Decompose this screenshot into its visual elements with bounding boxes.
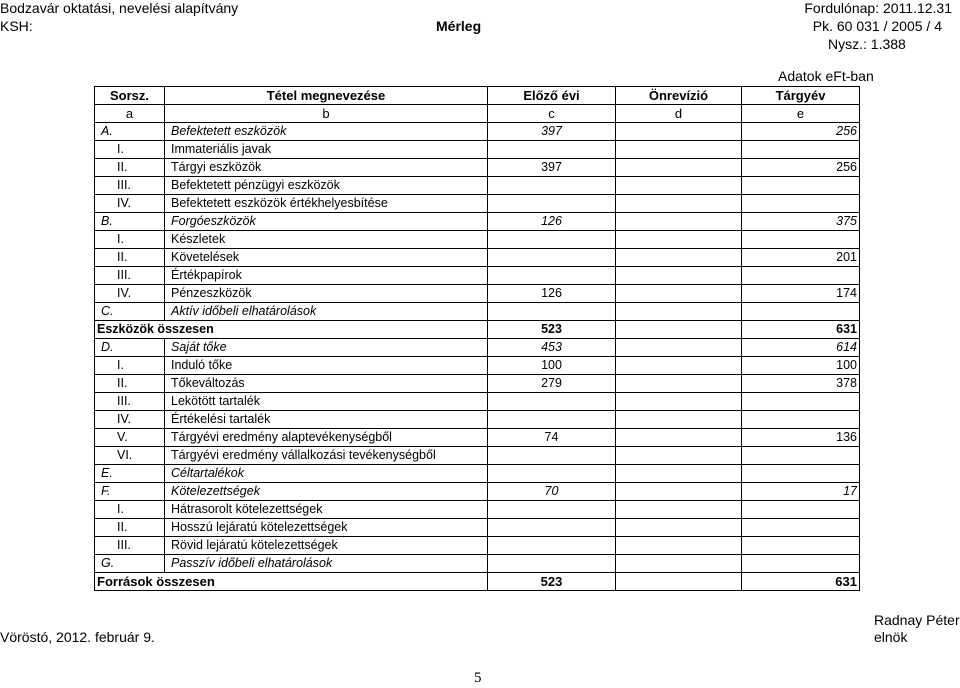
ksh-label: KSH: <box>0 18 33 34</box>
registry-number: Nysz.: 1.388 <box>828 36 906 52</box>
self-revision-value <box>616 303 742 321</box>
self-revision-value <box>616 177 742 195</box>
previous-year-value: 523 <box>488 573 616 591</box>
row-index: IV. <box>95 195 165 213</box>
previous-year-value: 453 <box>488 339 616 357</box>
column-header-item-name: Tétel megnevezése <box>165 87 488 105</box>
organization-name: Bodzavár oktatási, nevelési alapítvány <box>0 0 239 16</box>
self-revision-value <box>616 321 742 339</box>
balance-sheet-rows <box>95 123 860 591</box>
row-item-name: Készletek <box>165 231 488 249</box>
table-row <box>95 141 860 159</box>
column-letter-row <box>95 105 860 123</box>
row-item-name: Követelések <box>165 249 488 267</box>
table-row <box>95 393 860 411</box>
table-row <box>95 483 860 501</box>
row-item-name: Induló tőke <box>165 357 488 375</box>
self-revision-value <box>616 537 742 555</box>
column-letter: a <box>95 105 165 123</box>
row-index: I. <box>95 141 165 159</box>
row-item-name: Forgóeszközök <box>165 213 488 231</box>
previous-year-value <box>488 195 616 213</box>
previous-year-value: 397 <box>488 159 616 177</box>
self-revision-value <box>616 357 742 375</box>
self-revision-value <box>616 429 742 447</box>
table-row <box>95 303 860 321</box>
previous-year-value <box>488 537 616 555</box>
self-revision-value <box>616 231 742 249</box>
self-revision-value <box>616 555 742 573</box>
self-revision-value <box>616 249 742 267</box>
table-row <box>95 123 860 141</box>
row-item-name: Aktív időbeli elhatárolások <box>165 303 488 321</box>
previous-year-value: 279 <box>488 375 616 393</box>
current-year-value <box>742 555 860 573</box>
previous-year-value <box>488 231 616 249</box>
self-revision-value <box>616 339 742 357</box>
self-revision-value <box>616 123 742 141</box>
self-revision-value <box>616 501 742 519</box>
current-year-value <box>742 537 860 555</box>
row-item-name: Lekötött tartalék <box>165 393 488 411</box>
previous-year-value: 523 <box>488 321 616 339</box>
row-item-name: Hosszú lejáratú kötelezettségek <box>165 519 488 537</box>
row-index: II. <box>95 249 165 267</box>
current-year-value <box>742 501 860 519</box>
row-index: V. <box>95 429 165 447</box>
self-revision-value <box>616 519 742 537</box>
row-item-name: Tőkeváltozás <box>165 375 488 393</box>
row-index: VI. <box>95 447 165 465</box>
row-item-name: Tárgyévi eredmény vállalkozási tevékenységből <box>165 447 488 465</box>
row-item-name: Befektetett eszközök értékhelyesbítése <box>165 195 488 213</box>
row-index: F. <box>95 483 165 501</box>
previous-year-value: 126 <box>488 213 616 231</box>
previous-year-value <box>488 303 616 321</box>
table-row <box>95 519 860 537</box>
row-item-name: Értékpapírok <box>165 267 488 285</box>
row-index: III. <box>95 177 165 195</box>
current-year-value <box>742 195 860 213</box>
column-letter: b <box>165 105 488 123</box>
current-year-value: 100 <box>742 357 860 375</box>
table-row <box>95 537 860 555</box>
table-row <box>95 267 860 285</box>
previous-year-value: 100 <box>488 357 616 375</box>
row-item-name: Rövid lejáratú kötelezettségek <box>165 537 488 555</box>
total-label: Források összesen <box>95 573 488 591</box>
previous-year-value: 397 <box>488 123 616 141</box>
self-revision-value <box>616 285 742 303</box>
unit-note: Adatok eFt-ban <box>778 68 874 84</box>
place-and-date: Vöröstó, 2012. február 9. <box>0 629 155 645</box>
self-revision-value <box>616 573 742 591</box>
previous-year-value: 74 <box>488 429 616 447</box>
row-item-name: Hátrasorolt kötelezettségek <box>165 501 488 519</box>
column-letter: d <box>616 105 742 123</box>
column-header-row <box>95 87 860 105</box>
row-index: II. <box>95 519 165 537</box>
current-year-value: 136 <box>742 429 860 447</box>
signer-title: elnök <box>874 629 908 645</box>
row-index: I. <box>95 357 165 375</box>
row-item-name: Saját tőke <box>165 339 488 357</box>
current-year-value <box>742 267 860 285</box>
row-item-name: Értékelési tartalék <box>165 411 488 429</box>
court-registration-number: Pk. 60 031 / 2005 / 4 <box>812 18 942 34</box>
column-header-index: Sorsz. <box>95 87 165 105</box>
previous-year-value <box>488 465 616 483</box>
self-revision-value <box>616 159 742 177</box>
current-year-value: 174 <box>742 285 860 303</box>
current-year-value <box>742 303 860 321</box>
table-row <box>95 249 860 267</box>
self-revision-value <box>616 411 742 429</box>
current-year-value: 256 <box>742 123 860 141</box>
previous-year-value <box>488 411 616 429</box>
table-row <box>95 429 860 447</box>
previous-year-value: 70 <box>488 483 616 501</box>
self-revision-value <box>616 195 742 213</box>
previous-year-value <box>488 249 616 267</box>
previous-year-value <box>488 555 616 573</box>
row-index: III. <box>95 537 165 555</box>
table-row <box>95 339 860 357</box>
table-row <box>95 375 860 393</box>
table-row <box>95 573 860 591</box>
table-row <box>95 213 860 231</box>
current-year-value <box>742 393 860 411</box>
row-index: II. <box>95 159 165 177</box>
row-item-name: Céltartalékok <box>165 465 488 483</box>
current-year-value: 201 <box>742 249 860 267</box>
self-revision-value <box>616 465 742 483</box>
current-year-value <box>742 519 860 537</box>
row-item-name: Befektetett pénzügyi eszközök <box>165 177 488 195</box>
column-header-current-year: Tárgyév <box>742 87 860 105</box>
self-revision-value <box>616 267 742 285</box>
current-year-value <box>742 141 860 159</box>
current-year-value <box>742 231 860 249</box>
table-row <box>95 231 860 249</box>
previous-year-value <box>488 177 616 195</box>
table-row <box>95 177 860 195</box>
current-year-value <box>742 411 860 429</box>
row-index: D. <box>95 339 165 357</box>
row-index: I. <box>95 231 165 249</box>
current-year-value <box>742 177 860 195</box>
column-letter: c <box>488 105 616 123</box>
total-label: Eszközök összesen <box>95 321 488 339</box>
balance-sheet-table <box>94 86 860 591</box>
row-item-name: Tárgyi eszközök <box>165 159 488 177</box>
previous-year-value: 126 <box>488 285 616 303</box>
page-number: 5 <box>474 670 482 686</box>
previous-year-value <box>488 519 616 537</box>
table-row <box>95 159 860 177</box>
row-index: IV. <box>95 411 165 429</box>
balance-date: Fordulónap: 2011.12.31 <box>804 0 952 16</box>
table-row <box>95 501 860 519</box>
row-index: B. <box>95 213 165 231</box>
row-index: E. <box>95 465 165 483</box>
previous-year-value <box>488 141 616 159</box>
row-index: A. <box>95 123 165 141</box>
self-revision-value <box>616 141 742 159</box>
self-revision-value <box>616 375 742 393</box>
row-index: G. <box>95 555 165 573</box>
row-item-name: Passzív időbeli elhatárolások <box>165 555 488 573</box>
row-index: III. <box>95 393 165 411</box>
table-row <box>95 411 860 429</box>
current-year-value <box>742 447 860 465</box>
current-year-value: 631 <box>742 573 860 591</box>
table-row <box>95 357 860 375</box>
self-revision-value <box>616 447 742 465</box>
previous-year-value <box>488 267 616 285</box>
current-year-value <box>742 465 860 483</box>
current-year-value: 378 <box>742 375 860 393</box>
row-index: III. <box>95 267 165 285</box>
row-index: C. <box>95 303 165 321</box>
column-header-self-revision: Önrevízió <box>616 87 742 105</box>
self-revision-value <box>616 393 742 411</box>
row-index: IV. <box>95 285 165 303</box>
current-year-value: 631 <box>742 321 860 339</box>
self-revision-value <box>616 483 742 501</box>
row-item-name: Immateriális javak <box>165 141 488 159</box>
signer-name: Radnay Péter <box>874 612 960 628</box>
column-header-previous-year: Előző évi <box>488 87 616 105</box>
row-item-name: Pénzeszközök <box>165 285 488 303</box>
previous-year-value <box>488 501 616 519</box>
row-item-name: Kötelezettségek <box>165 483 488 501</box>
previous-year-value <box>488 447 616 465</box>
row-item-name: Befektetett eszközök <box>165 123 488 141</box>
table-row <box>95 555 860 573</box>
document-title: Mérleg <box>436 18 482 34</box>
row-item-name: Tárgyévi eredmény alaptevékenységből <box>165 429 488 447</box>
row-index: I. <box>95 501 165 519</box>
current-year-value: 17 <box>742 483 860 501</box>
current-year-value: 614 <box>742 339 860 357</box>
current-year-value: 256 <box>742 159 860 177</box>
current-year-value: 375 <box>742 213 860 231</box>
self-revision-value <box>616 213 742 231</box>
table-row <box>95 321 860 339</box>
table-row <box>95 195 860 213</box>
table-row <box>95 465 860 483</box>
row-index: II. <box>95 375 165 393</box>
previous-year-value <box>488 393 616 411</box>
table-row <box>95 447 860 465</box>
column-letter: e <box>742 105 860 123</box>
table-row <box>95 285 860 303</box>
